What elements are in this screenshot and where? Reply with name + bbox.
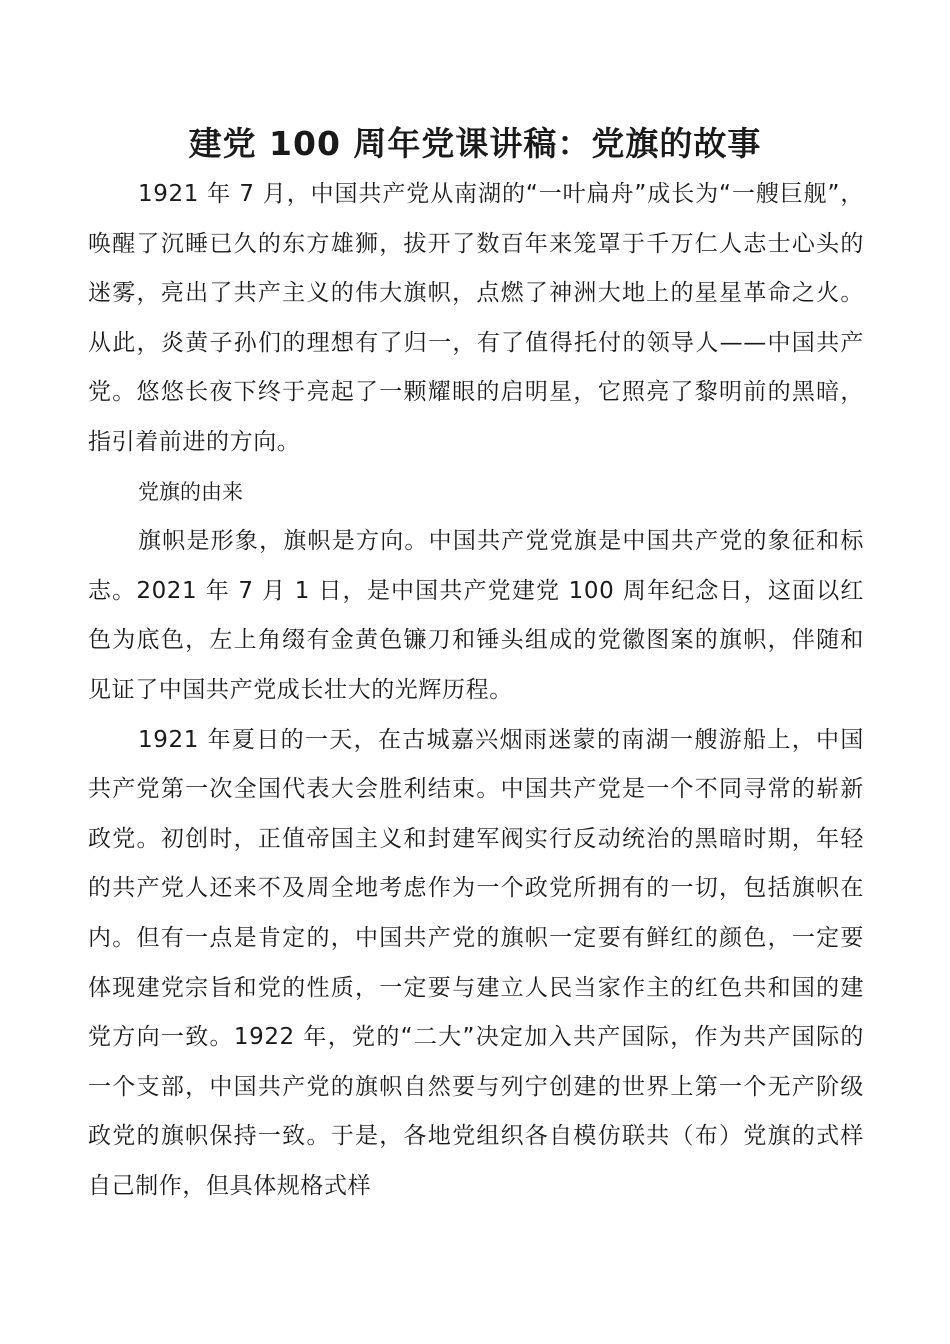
paragraph-1921-history: 1921 年夏日的一天，在古城嘉兴烟雨迷蒙的南湖一艘游船上，中国共产党第一次全国代表大会胜利结束。中国共产党是一个不同寻常的崭新政党。初创时，正值帝国主义和封建军阀实行反动统治的黑暗时期，年轻的共产党人还来不及周全地考虑作为一个政党所拥有的一切，包括旗帜在内。但有一点是肯定的，中国共产党的旗帜一定要有鲜红的颜色，一定要体现建党宗旨和党的性质，一定要与建立人民当家作主的红色共和国的建党方向一致。1922 年，党的“二大”决定加入共产国际，作为共产国际的一个支部，中国共产党的旗帜自然要与列宁创建的世界上第一个无产阶级政党的旗帜保持一致。于是，各地党组织各自模仿联共（布）党旗的式样自己制作，但具体规格式样 xyxy=(88,726,864,1199)
section-heading-flag-origin: 党旗的由来 xyxy=(138,479,243,504)
paragraph-flag-symbol: 旗帜是形象，旗帜是方向。中国共产党党旗是中国共产党的象征和标志。2021 年 7 月 1 日，是中国共产党建党 100 周年纪念日，这面以红色为底色，左上角缀有金黄色镰刀和锤头组成的党徽图案的旗帜，伴随和见证了中国共产党成长壮大的光辉历程。 xyxy=(88,528,864,703)
document-body xyxy=(88,170,864,1211)
document-title: 建党 100 周年党课讲稿：党旗的故事 xyxy=(188,124,762,163)
paragraph-intro: 1921 年 7 月，中国共产党从南湖的“一叶扁舟”成长为“一艘巨舰”，唤醒了沉睡已久的东方雄狮，拔开了数百年来笼罩于千万仁人志士心头的迷雾，亮出了共产主义的伟大旗帜，点燃了神洲大地上的星星革命之火。从此，炎黄子孙们的理想有了归一，有了值得托付的领导人——中国共产党。悠悠长夜下终于亮起了一颗耀眼的启明星，它照亮了黎明前的黑暗，指引着前进的方向。 xyxy=(88,181,864,455)
